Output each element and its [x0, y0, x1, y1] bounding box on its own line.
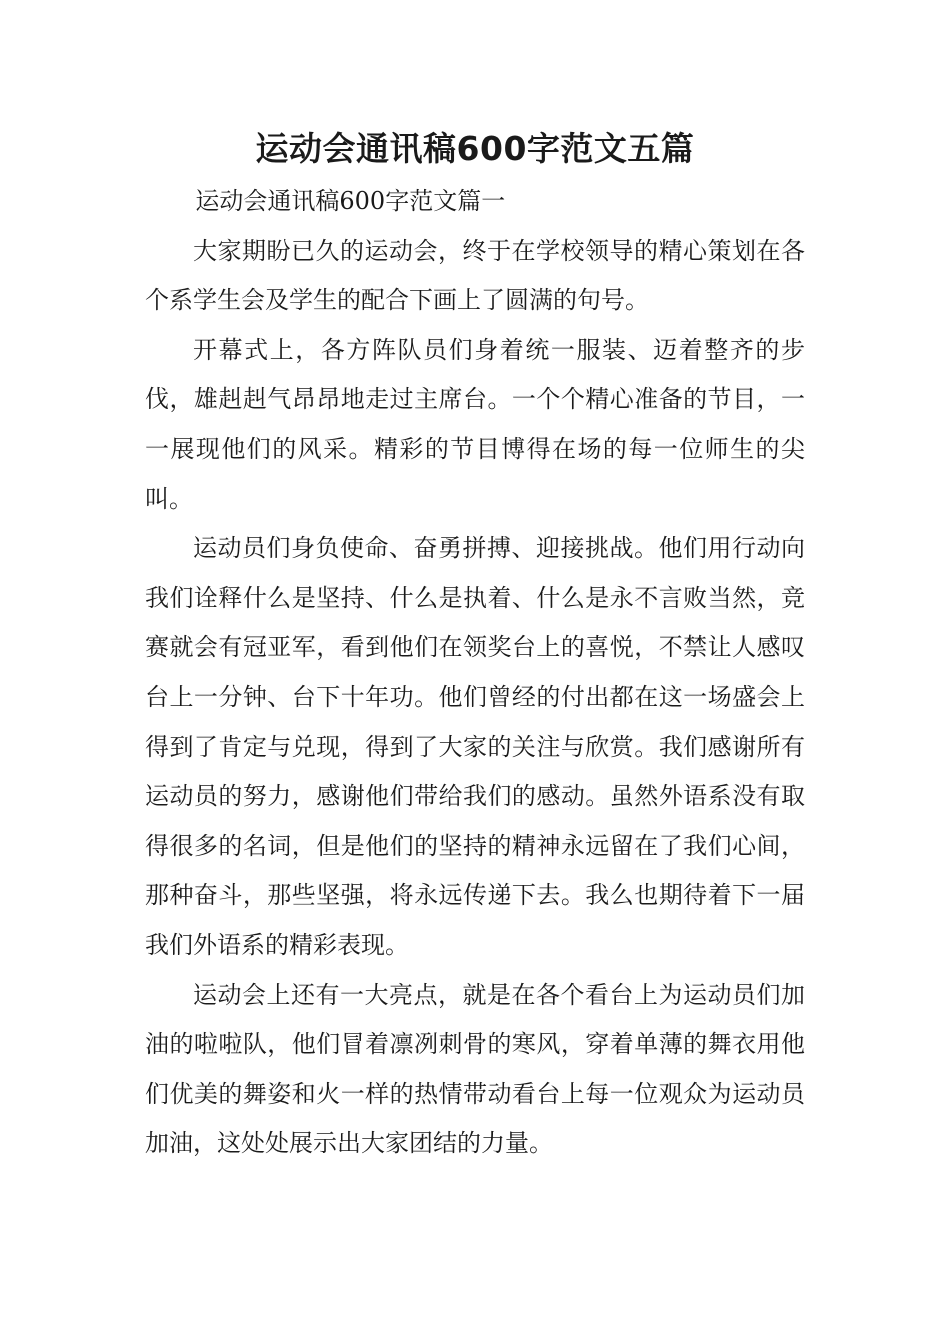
paragraph-2: 开幕式上，各方阵队员们身着统一服装、迈着整齐的步伐，雄赳赳气昂昂地走过主席台。一个个精心准备的节目，一一展现他们的风采。精彩的节目博得在场的每一位师生的尖叫。: [145, 335, 805, 513]
document-title: 运动会通讯稿600字范文五篇: [255, 129, 695, 168]
paragraph-1: 大家期盼已久的运动会，终于在学校领导的精心策划在各个系学生会及学生的配合下画上了圆满的句号。: [145, 236, 805, 315]
section-subtitle: 运动会通讯稿600字范文篇一: [195, 187, 506, 215]
paragraph-4: 运动会上还有一大亮点，就是在各个看台上为运动员们加油的啦啦队，他们冒着凛冽刺骨的寒风，穿着单薄的舞衣用他们优美的舞姿和火一样的热情带动看台上每一位观众为运动员加油，这处处展示出大家团结的力量。: [145, 980, 805, 1158]
document-body: [145, 177, 805, 1169]
paragraph-3: 运动员们身负使命、奋勇拼搏、迎接挑战。他们用行动向我们诠释什么是坚持、什么是执着、什么是永不言败当然，竞赛就会有冠亚军，看到他们在领奖台上的喜悦，不禁让人感叹台上一分钟、台下十年功。他们曾经的付出都在这一场盛会上得到了肯定与兑现，得到了大家的关注与欣赏。我们感谢所有运动员的努力，感谢他们带给我们的感动。虽然外语系没有取得很多的名词，但是他们的坚持的精神永远留在了我们心间，那种奋斗，那些坚强，将永远传递下去。我么也期待着下一届我们外语系的精彩表现。: [145, 534, 805, 959]
